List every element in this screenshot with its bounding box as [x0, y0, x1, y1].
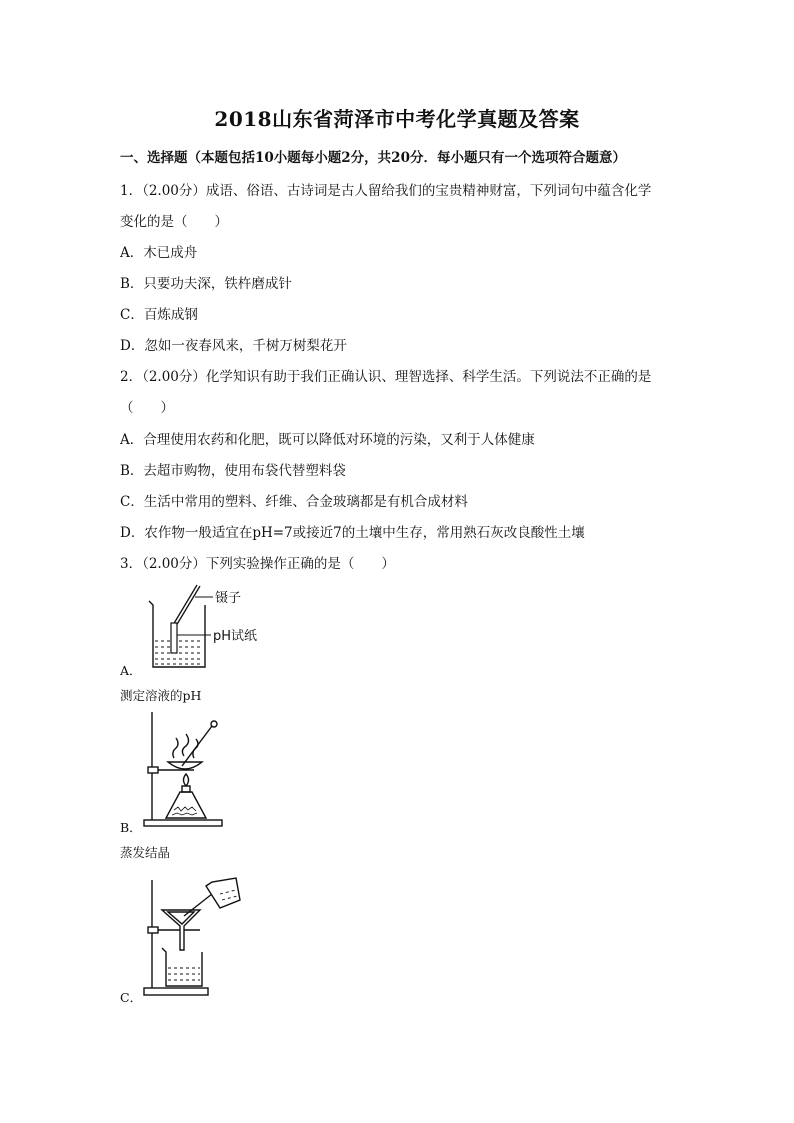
solution-hatch: [155, 641, 203, 664]
figure-a-caption: 测定溶液的pH: [120, 688, 202, 703]
question-2-stem-line2: （ ）: [120, 400, 174, 416]
question-2-option-d: D．农作物一般适宜在pH=7或接近7的土壤中生存，常用熟石灰改良酸性土壤: [120, 525, 585, 541]
page-title: 2018山东省菏泽市中考化学真题及答案: [214, 107, 580, 131]
question-1-option-a: A．木已成舟: [120, 245, 198, 261]
question-1-stem-line2: 变化的是（ ）: [120, 214, 228, 230]
tweezers-label: 镊子: [215, 591, 242, 606]
figure-a-option: A．: [120, 663, 142, 678]
ph-paper-label: pH试纸: [213, 629, 258, 644]
section-heading: 一、选择题（本题包括10小题每小题2分，共20分．每小题只有一个选项符合题意）: [120, 150, 626, 166]
question-1-option-b: B．只要功夫深，铁杵磨成针: [120, 276, 292, 292]
evaporation-figure: [140, 710, 240, 830]
alcohol-lamp-icon: [166, 792, 206, 818]
question-1-option-d: D．忽如一夜春风来，千树万树梨花开: [120, 338, 347, 354]
figure-b-caption: 蒸发结晶: [120, 845, 171, 860]
figure-c-option: C．: [120, 990, 143, 1005]
filtration-figure: [140, 872, 250, 1002]
stand-base: [144, 820, 222, 826]
ph-test-figure: [145, 585, 285, 673]
figure-b-option: B．: [120, 820, 142, 835]
question-2-stem-line1: 2．（2.00分）化学知识有助于我们正确认识、理智选择、科学生活。下列说法不正确的是: [120, 369, 652, 385]
question-2-option-a: A．合理使用农药和化肥，既可以降低对环境的污染，又利于人体健康: [120, 432, 535, 448]
tweezers-icon: [173, 585, 200, 626]
ph-paper-icon: [171, 623, 177, 653]
steam-icon: [173, 734, 198, 758]
question-2-option-b: B．去超市购物，使用布袋代替塑料袋: [120, 463, 346, 479]
question-3-stem: 3．（2.00分）下列实验操作正确的是（ ）: [120, 556, 395, 572]
stand-base: [144, 988, 208, 995]
pouring-beaker-icon: [206, 878, 240, 908]
question-2-option-c: C．生活中常用的塑料、纤维、合金玻璃都是有机合成材料: [120, 494, 468, 510]
question-1-stem-line1: 1．（2.00分）成语、俗语、古诗词是古人留给我们的宝贵精神财富，下列词句中蕴含化学: [120, 183, 652, 199]
question-1-option-c: C．百炼成钢: [120, 307, 198, 323]
